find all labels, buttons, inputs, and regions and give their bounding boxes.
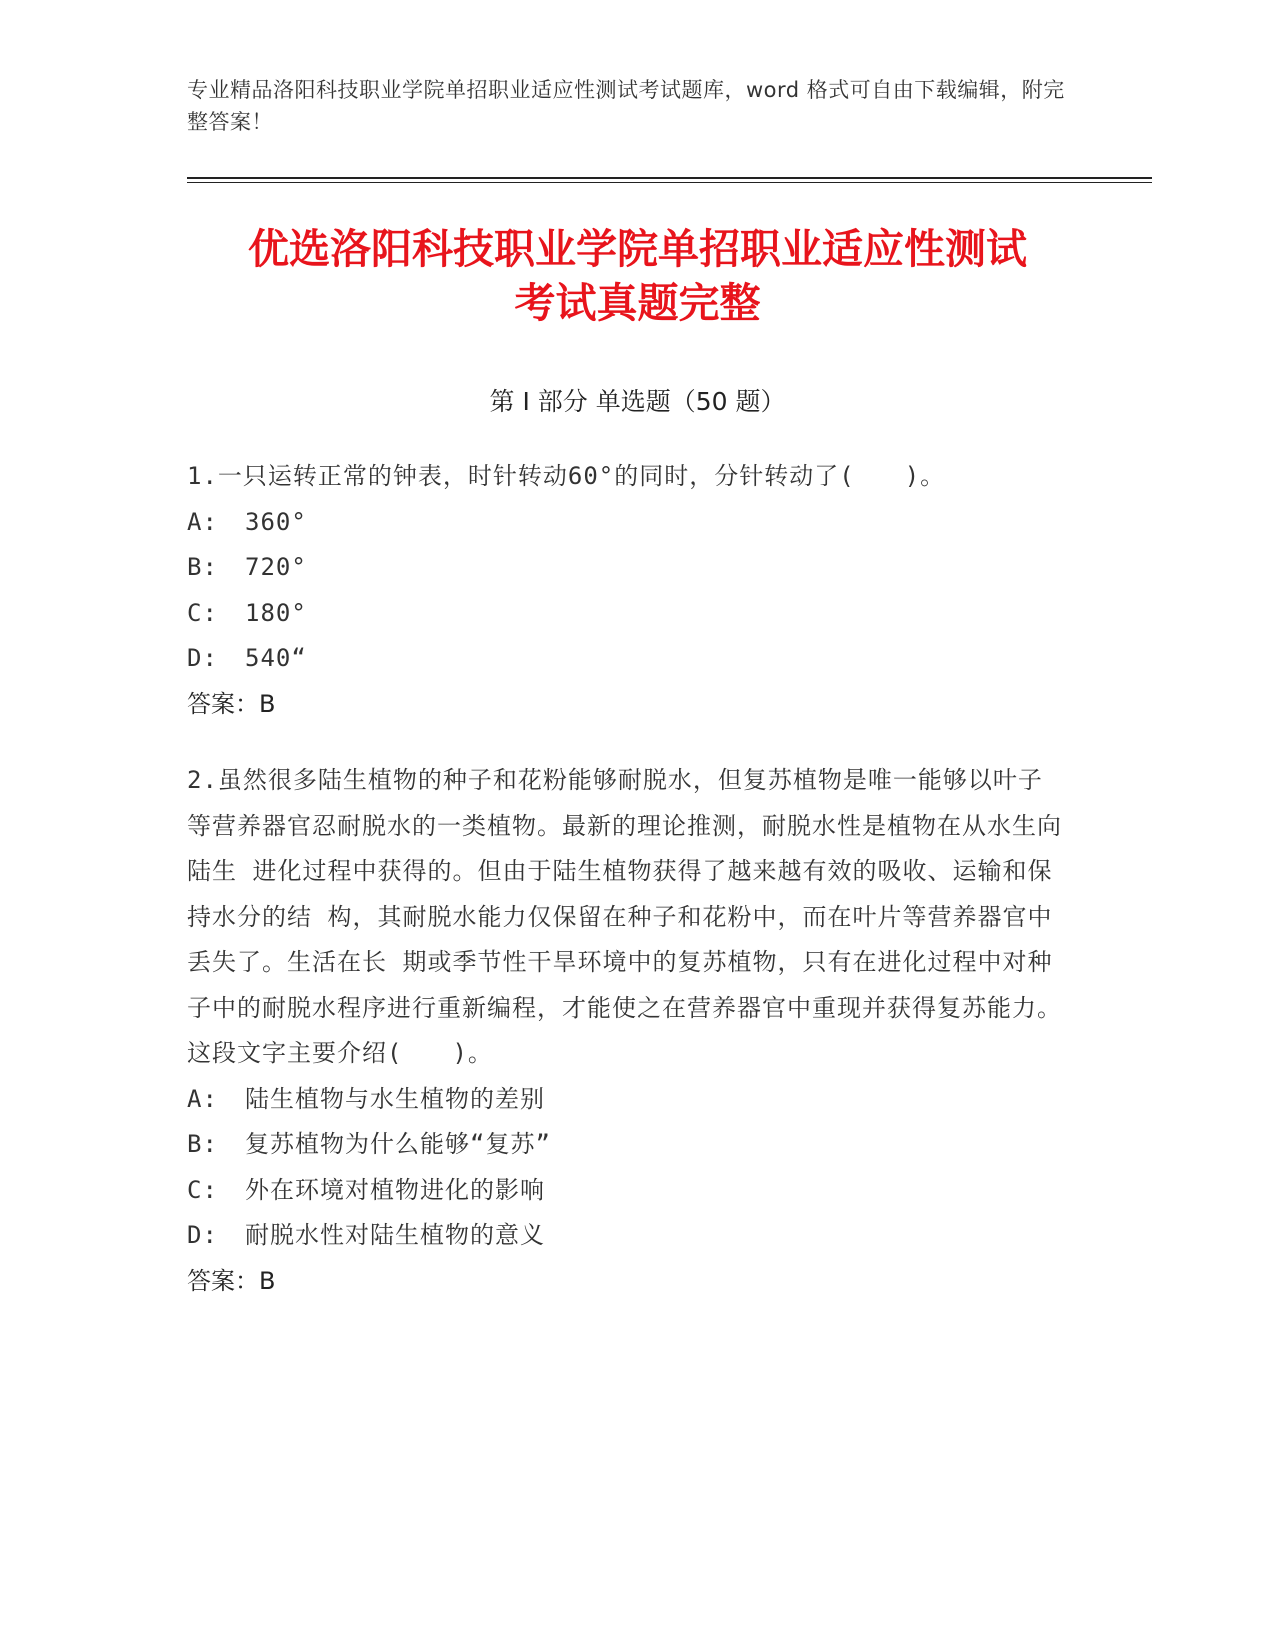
option-text: 540“ xyxy=(245,644,307,672)
option-text: 耐脱水性对陆生植物的意义 xyxy=(245,1221,545,1249)
header-rule-top xyxy=(187,177,1152,179)
document-title-line-1: 优选洛阳科技职业学院单招职业适应性测试 xyxy=(248,225,1027,273)
option-label: B: xyxy=(187,1130,218,1158)
option-label: C: xyxy=(187,598,218,627)
document-title xyxy=(160,222,1115,330)
header-rule-bottom xyxy=(187,182,1152,184)
section-title: 第 I 部分 单选题（50 题） xyxy=(489,387,786,416)
option-b xyxy=(187,1122,1067,1168)
option-b xyxy=(187,545,1067,591)
option-label: A: xyxy=(187,1084,218,1113)
option-c xyxy=(187,591,1067,637)
option-a xyxy=(187,1077,1067,1123)
option-label: C: xyxy=(187,1175,218,1204)
option-text: 180° xyxy=(245,598,307,627)
option-d xyxy=(187,1213,1067,1259)
option-label: D: xyxy=(187,644,218,672)
option-text: 360° xyxy=(245,507,307,536)
option-d xyxy=(187,636,1067,682)
option-text: 陆生植物与水生植物的差别 xyxy=(245,1084,545,1113)
option-text: 720° xyxy=(245,553,307,581)
option-label: A: xyxy=(187,507,218,536)
answer: 答案：B xyxy=(187,1266,276,1295)
option-text: 外在环境对植物进化的影响 xyxy=(245,1175,545,1204)
document-title-line-2: 考试真题完整 xyxy=(514,279,761,327)
question-text: 1.一只运转正常的钟表，时针转动60°的同时，分针转动了( )。 xyxy=(187,462,946,490)
option-label: B: xyxy=(187,553,218,581)
option-text: 复苏植物为什么能够“复苏” xyxy=(245,1130,551,1158)
option-c xyxy=(187,1168,1067,1214)
question-2 xyxy=(187,758,1067,1304)
question-1 xyxy=(187,454,1067,727)
answer: 答案：B xyxy=(187,689,276,718)
option-a xyxy=(187,500,1067,546)
header-note: 专业精品洛阳科技职业学院单招职业适应性测试考试题库，word 格式可自由下载编辑，附完整答案！ xyxy=(187,78,1065,134)
question-text: 2.虽然很多陆生植物的种子和花粉能够耐脱水，但复苏植物是唯一能够以叶子 等营养器官忍耐脱水的一类植物。最新的理论推测，耐脱水性是植物在从水生向陆生 进化过程中获得的。但由于陆生植物获得了越来越有效的吸收、运输和保持水分的结 构，其耐脱水能力仅保留在种子和花粉中，而在叶片等营养器官中丢失了。生活在长 期或季节性干旱环境中的复苏植物，只有在进化过程中对种子中的耐脱水程序进行重新编程，才能使之在营养器官中重现并获得复苏能力。这段文字主要介绍( )。 xyxy=(187,766,1062,1067)
option-label: D: xyxy=(187,1221,218,1249)
